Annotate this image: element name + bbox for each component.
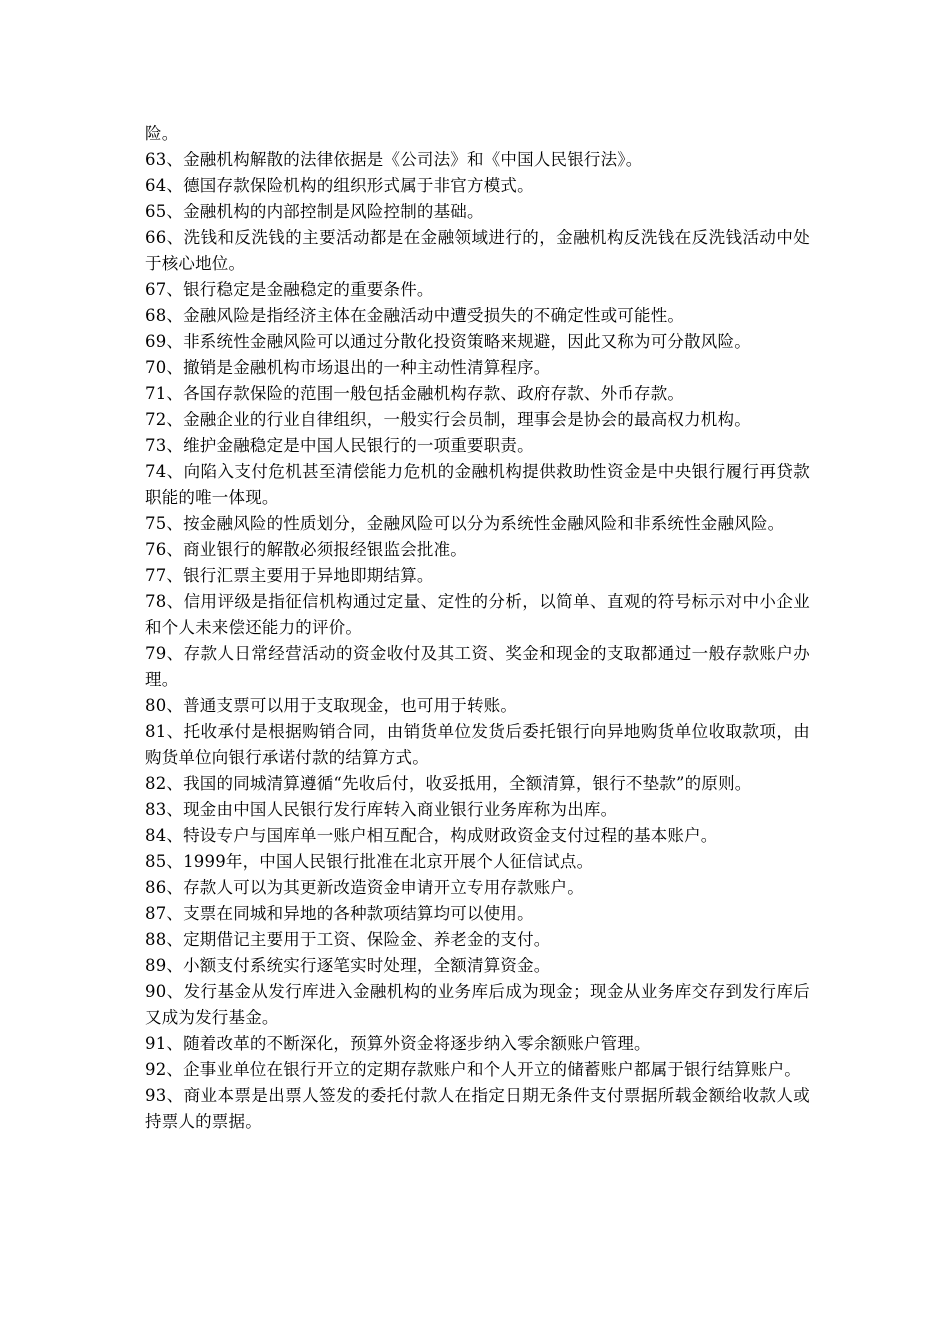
paragraph-85: 85、1999年，中国人民银行批准在北京开展个人征信试点。 bbox=[145, 852, 594, 871]
paragraph-65: 65、金融机构的内部控制是风险控制的基础。 bbox=[145, 202, 484, 221]
paragraph-continuation: 险。 bbox=[145, 124, 179, 143]
paragraph-87: 87、支票在同城和异地的各种款项结算均可以使用。 bbox=[145, 904, 534, 923]
paragraph-91: 91、随着改革的不断深化，预算外资金将逐步纳入零余额账户管理。 bbox=[145, 1034, 651, 1053]
paragraph-73: 73、维护金融稳定是中国人民银行的一项重要职责。 bbox=[145, 436, 534, 455]
document-body bbox=[145, 121, 810, 1135]
paragraph-92: 92、企事业单位在银行开立的定期存款账户和个人开立的储蓄账户都属于银行结算账户。 bbox=[145, 1060, 801, 1079]
paragraph-77: 77、银行汇票主要用于异地即期结算。 bbox=[145, 566, 434, 585]
paragraph-79: 79、存款人日常经营活动的资金收付及其工资、奖金和现金的支取都通过一般存款账户办理。 bbox=[145, 644, 810, 689]
paragraph-67: 67、银行稳定是金融稳定的重要条件。 bbox=[145, 280, 434, 299]
paragraph-83: 83、现金由中国人民银行发行库转入商业银行业务库称为出库。 bbox=[145, 800, 618, 819]
paragraph-66: 66、洗钱和反洗钱的主要活动都是在金融领域进行的，金融机构反洗钱在反洗钱活动中处于核心地位。 bbox=[145, 228, 810, 273]
paragraph-63: 63、金融机构解散的法律依据是《公司法》和《中国人民银行法》。 bbox=[145, 150, 643, 169]
paragraph-69: 69、非系统性金融风险可以通过分散化投资策略来规避，因此又称为可分散风险。 bbox=[145, 332, 751, 351]
paragraph-90: 90、发行基金从发行库进入金融机构的业务库后成为现金；现金从业务库交存到发行库后又成为发行基金。 bbox=[145, 982, 810, 1027]
paragraph-72: 72、金融企业的行业自律组织，一般实行会员制，理事会是协会的最高权力机构。 bbox=[145, 410, 751, 429]
paragraph-84: 84、特设专户与国库单一账户相互配合，构成财政资金支付过程的基本账户。 bbox=[145, 826, 718, 845]
paragraph-81: 81、托收承付是根据购销合同，由销货单位发货后委托银行向异地购货单位收取款项，由购货单位向银行承诺付款的结算方式。 bbox=[145, 722, 810, 767]
paragraph-74: 74、向陷入支付危机甚至清偿能力危机的金融机构提供救助性资金是中央银行履行再贷款职能的唯一体现。 bbox=[145, 462, 810, 507]
paragraph-71: 71、各国存款保险的范围一般包括金融机构存款、政府存款、外币存款。 bbox=[145, 384, 685, 403]
paragraph-78: 78、信用评级是指征信机构通过定量、定性的分析，以简单、直观的符号标示对中小企业和个人未来偿还能力的评价。 bbox=[145, 592, 810, 637]
paragraph-76: 76、商业银行的解散必须报经银监会批准。 bbox=[145, 540, 467, 559]
paragraph-93: 93、商业本票是出票人签发的委托付款人在指定日期无条件支付票据所载金额给收款人或持票人的票据。 bbox=[145, 1086, 810, 1131]
paragraph-88: 88、定期借记主要用于工资、保险金、养老金的支付。 bbox=[145, 930, 551, 949]
paragraph-70: 70、撤销是金融机构市场退出的一种主动性清算程序。 bbox=[145, 358, 551, 377]
paragraph-68: 68、金融风险是指经济主体在金融活动中遭受损失的不确定性或可能性。 bbox=[145, 306, 685, 325]
paragraph-89: 89、小额支付系统实行逐笔实时处理，全额清算资金。 bbox=[145, 956, 551, 975]
paragraph-82: 82、我国的同城清算遵循“先收后付，收妥抵用，全额清算，银行不垫款”的原则。 bbox=[145, 774, 752, 793]
paragraph-75: 75、按金融风险的性质划分，金融风险可以分为系统性金融风险和非系统性金融风险。 bbox=[145, 514, 785, 533]
paragraph-64: 64、德国存款保险机构的组织形式属于非官方模式。 bbox=[145, 176, 534, 195]
paragraph-80: 80、普通支票可以用于支取现金，也可用于转账。 bbox=[145, 696, 518, 715]
paragraph-86: 86、存款人可以为其更新改造资金申请开立专用存款账户。 bbox=[145, 878, 584, 897]
